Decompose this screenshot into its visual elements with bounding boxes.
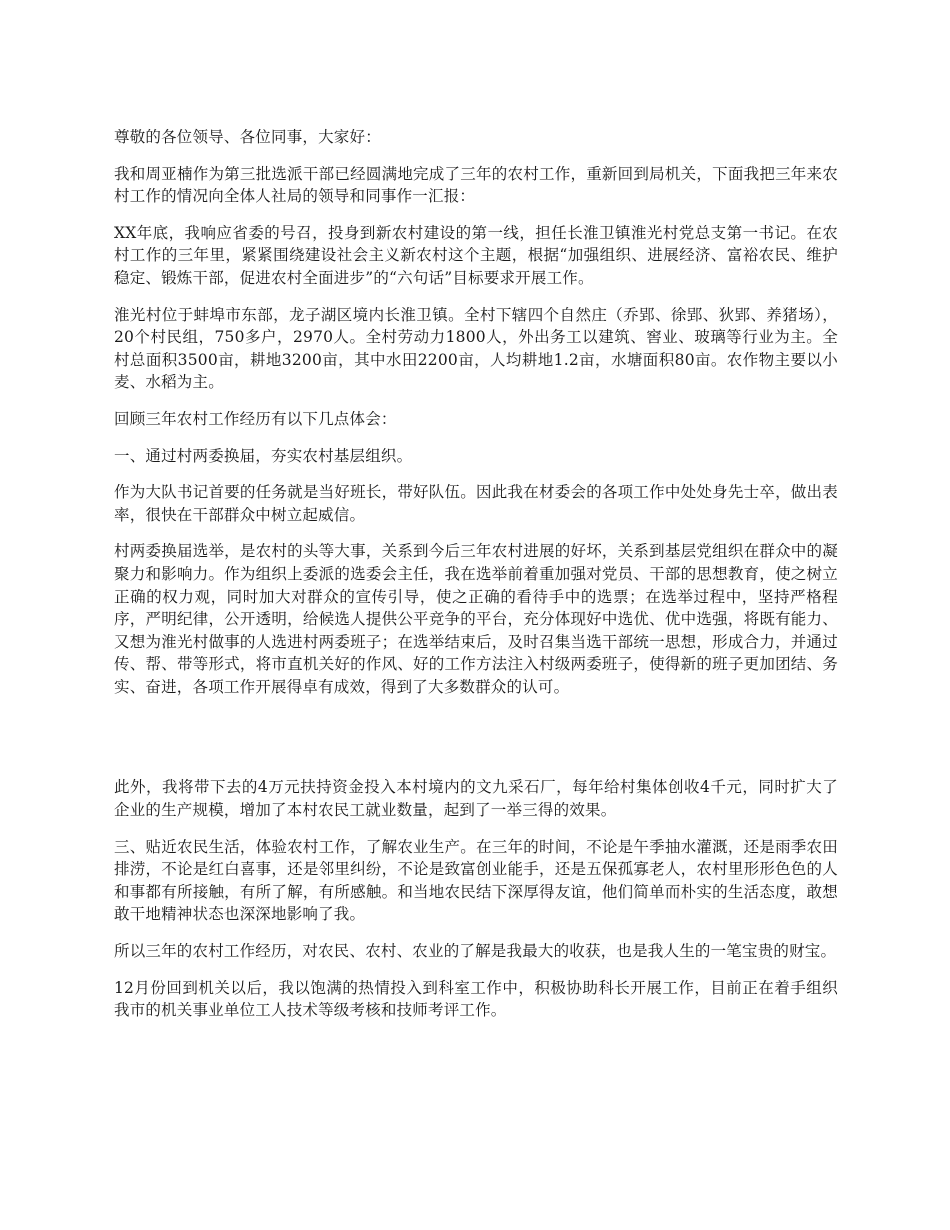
document-page <box>114 126 838 1036</box>
section-three-paragraph: 三、贴近农民生活，体验农村工作，了解农业生产。在三年的时间，不论是午季抽水灌溉，还是雨季农田排涝，不论是红白喜事，还是邻里纠纷，不论是致富创业能手，还是五保孤寡老人，农村里形形色色的人和事都有所接触，有所了解，有所感触。和当地农民结下深厚得友谊，他们简单而朴实的生活态度，敢想敢干地精神状态也深深地影响了我。 <box>114 837 838 924</box>
harvest-paragraph: 所以三年的农村工作经历，对农民、农村、农业的了解是我最大的收获，也是我人生的一笔宝贵的财宝。 <box>114 942 837 961</box>
background-paragraph: XX年底，我响应省委的号召，投身到新农村建设的第一线，担任长淮卫镇淮光村党总支第一书记。在农村工作的三年里，紧紧围绕建设社会主义新农村这个主题，根据“加强组织、进展经济、富裕农民、维护稳定、锻炼干部，促进农村全面进步”的“六句话”目标要求开展工作。 <box>114 223 838 287</box>
leadership-paragraph: 作为大队书记首要的任务就是当好班长，带好队伍。因此我在材委会的各项工作中处处身先士卒，做出表率，很快在干部群众中树立起威信。 <box>114 483 838 524</box>
return-paragraph: 12月份回到机关以后，我以饱满的热情投入到科室工作中，积极协助科长开展工作，目前正在着手组织我市的机关事业单位工人技术等级考核和技师考评工作。 <box>114 978 838 1020</box>
greeting-paragraph: 尊敬的各位领导、各位同事，大家好： <box>114 128 381 146</box>
intro-paragraph: 我和周亚楠作为第三批选派干部已经圆满地完成了三年的农村工作，重新回到局机关，下面我把三年来农村工作的情况向全体人社局的领导和同事作一汇报： <box>114 164 838 206</box>
funding-paragraph: 此外，我将带下去的4万元扶持资金投入本村境内的文九采石厂，每年给村集体创收4千元，同时扩大了企业的生产规模，增加了本村农民工就业数量，起到了一举三得的效果。 <box>114 778 838 820</box>
village-profile-paragraph: 淮光村位于蚌埠市东部，龙子湖区境内长淮卫镇。全村下辖四个自然庄（乔郢、徐郢、狄郢、养猪场），20个村民组，750多户，2970人。全村劳动力1800人，外出务工以建筑、窖业、玻璃等行业为主。全村总面积3500亩，耕地3200亩，其中水田2200亩，人均耕地1.2亩，水塘面积80亩。农作物主要以小麦、水稻为主。 <box>114 305 838 392</box>
blank-spacer <box>114 712 838 776</box>
election-paragraph: 村两委换届选举，是农村的头等大事，关系到今后三年农村进展的好坏，关系到基层党组织在群众中的凝聚力和影响力。作为组织上委派的选委会主任，我在选举前着重加强对党员、干部的思想教育，使之树立正确的权力观，同时加大对群众的宣传引导，使之正确的看待手中的选票；在选举过程中，坚持严格程序，严明纪律，公开透明，给候选人提供公平竞争的平台，充分体现好中选优、优中选强，将既有能力、又想为淮光村做事的人选进村两委班子；在选举结束后，及时召集当选干部统一思想，形成合力，并通过传、帮、带等形式，将市直机关好的作风、好的工作方法注入村级两委班子，使得新的班子更加团结、务实、奋进，各项工作开展得卓有成效，得到了大多数群众的认可。 <box>114 542 838 696</box>
reflection-heading-paragraph: 回顾三年农村工作经历有以下几点体会： <box>114 409 397 428</box>
section-one-heading: 一、通过村两委换届，夯实农村基层组织。 <box>114 446 413 465</box>
